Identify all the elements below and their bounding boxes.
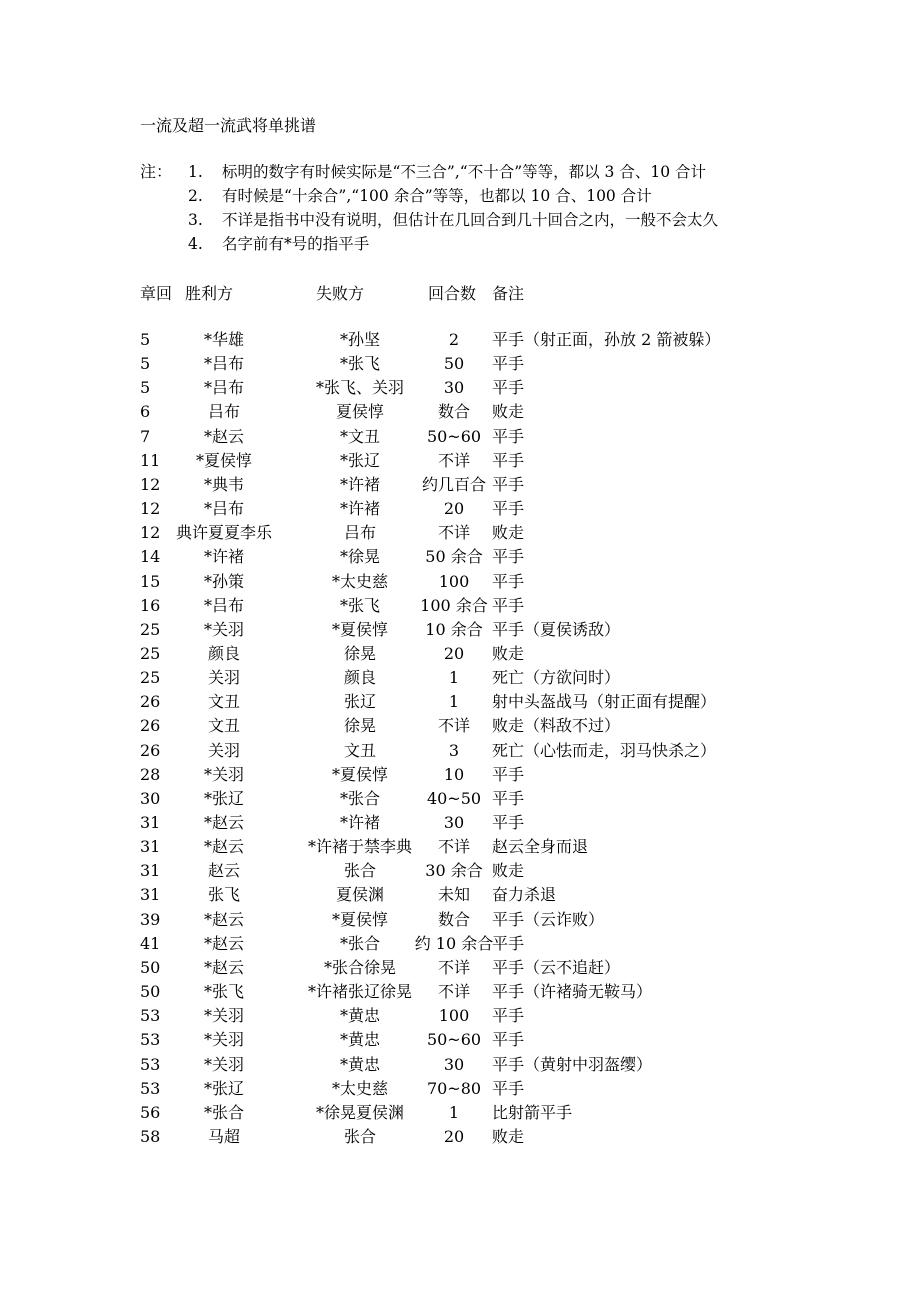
cell-rounds: 不详	[437, 982, 470, 1001]
cell-rounds: 1	[448, 1103, 460, 1122]
cell-rounds: 1	[448, 692, 460, 711]
header-winner: 胜利方	[185, 284, 234, 303]
cell-chapter: 28	[140, 765, 161, 784]
cell-winner: *关羽	[203, 1030, 244, 1049]
cell-winner: *张合	[203, 1103, 244, 1122]
cell-rounds: 30	[443, 378, 465, 397]
cell-chapter: 31	[140, 813, 161, 832]
cell-loser: 颜良	[343, 668, 376, 687]
cell-rounds: 3	[448, 741, 460, 760]
cell-note: 平手	[492, 427, 525, 446]
cell-winner: *赵云	[203, 910, 244, 929]
table-row	[0, 787, 920, 811]
cell-winner: *孙策	[203, 572, 244, 591]
cell-chapter: 31	[140, 885, 161, 904]
cell-loser: *张飞	[339, 596, 380, 615]
table-row	[0, 690, 920, 714]
cell-chapter: 12	[140, 523, 161, 542]
cell-loser: 文丑	[343, 741, 376, 760]
cell-winner: *张辽	[203, 789, 244, 808]
cell-rounds: 约几百合	[421, 475, 486, 494]
cell-loser: *徐晃夏侯渊	[315, 1103, 404, 1122]
cell-note: 平手	[492, 1006, 525, 1025]
note-item	[188, 232, 369, 256]
note-number: 3.	[188, 211, 203, 229]
table-row	[0, 376, 920, 400]
cell-loser: *张合徐晃	[323, 958, 396, 977]
cell-rounds: 100	[438, 572, 470, 591]
cell-winner: 关羽	[207, 741, 240, 760]
cell-chapter: 53	[140, 1030, 161, 1049]
cell-winner: *赵云	[203, 813, 244, 832]
cell-loser: *张飞	[339, 354, 380, 373]
cell-note: 平手（射正面，孙放 2 箭被躲）	[492, 330, 721, 349]
cell-chapter: 14	[140, 547, 161, 566]
cell-loser: *黄忠	[339, 1055, 380, 1074]
cell-note: 死亡（方欲问时）	[492, 668, 621, 687]
cell-rounds: 50~60	[426, 1030, 482, 1049]
cell-chapter: 50	[140, 958, 161, 977]
table-row	[0, 835, 920, 859]
cell-loser: *许褚	[339, 499, 380, 518]
cell-loser: *太史慈	[331, 572, 388, 591]
cell-loser: *张合	[339, 789, 380, 808]
cell-rounds: 2	[448, 330, 460, 349]
table-row	[0, 497, 920, 521]
cell-rounds: 70~80	[426, 1079, 482, 1098]
cell-loser: *黄忠	[339, 1030, 380, 1049]
note-item	[188, 160, 706, 184]
cell-rounds: 40~50	[426, 789, 482, 808]
cell-winner: 吕布	[207, 402, 240, 421]
table-row	[0, 594, 920, 618]
cell-chapter: 53	[140, 1055, 161, 1074]
cell-rounds: 不详	[437, 958, 470, 977]
cell-loser: *文丑	[339, 427, 380, 446]
table-row	[0, 328, 920, 352]
page-title: 一流及超一流武将单挑谱	[140, 116, 317, 135]
cell-note: 平手	[492, 499, 525, 518]
cell-note: 平手	[492, 1030, 525, 1049]
cell-chapter: 56	[140, 1103, 161, 1122]
note-item	[188, 184, 652, 208]
cell-loser: *夏侯惇	[331, 620, 388, 639]
cell-winner: 文丑	[207, 716, 240, 735]
cell-note: 平手	[492, 451, 525, 470]
cell-winner: *典韦	[203, 475, 244, 494]
table-row	[0, 811, 920, 835]
cell-winner: 典许夏夏李乐	[175, 523, 272, 542]
cell-rounds: 50~60	[426, 427, 482, 446]
cell-chapter: 53	[140, 1079, 161, 1098]
cell-note: 平手	[492, 572, 525, 591]
cell-rounds: 20	[443, 644, 465, 663]
cell-loser: 夏侯惇	[335, 402, 384, 421]
cell-chapter: 26	[140, 741, 161, 760]
cell-note: 败走（料敌不过）	[492, 716, 621, 735]
cell-note: 平手（夏侯诱敌）	[492, 620, 621, 639]
cell-chapter: 5	[140, 354, 151, 373]
cell-note: 平手	[492, 1079, 525, 1098]
cell-rounds: 不详	[437, 523, 470, 542]
cell-rounds: 10	[443, 765, 465, 784]
cell-rounds: 未知	[437, 885, 470, 904]
cell-chapter: 41	[140, 934, 161, 953]
cell-winner: 颜良	[207, 644, 240, 663]
header-chapter: 章回	[140, 284, 173, 303]
cell-chapter: 30	[140, 789, 161, 808]
cell-winner: 张飞	[207, 885, 240, 904]
cell-rounds: 30	[443, 813, 465, 832]
table-row	[0, 570, 920, 594]
cell-loser: 夏侯渊	[335, 885, 384, 904]
cell-note: 败走	[492, 402, 525, 421]
cell-winner: *关羽	[203, 765, 244, 784]
cell-loser: *许褚于禁李典	[307, 837, 412, 856]
cell-loser: *许褚张辽徐晃	[307, 982, 412, 1001]
cell-loser: *孙坚	[339, 330, 380, 349]
cell-rounds: 不详	[437, 451, 470, 470]
note-number: 1.	[188, 163, 203, 181]
cell-note: 比射箭平手	[492, 1103, 573, 1122]
cell-rounds: 数合	[437, 402, 470, 421]
cell-loser: 张辽	[343, 692, 376, 711]
cell-loser: *张辽	[339, 451, 380, 470]
table-row	[0, 473, 920, 497]
table-row	[0, 521, 920, 545]
note-text: 不详是指书中没有说明，但估计在几回合到几十回合之内，一般不会太久	[222, 211, 719, 229]
cell-chapter: 15	[140, 572, 161, 591]
cell-winner: *华雄	[203, 330, 244, 349]
cell-winner: *赵云	[203, 958, 244, 977]
cell-chapter: 53	[140, 1006, 161, 1025]
cell-chapter: 6	[140, 402, 151, 421]
table-row	[0, 1053, 920, 1077]
cell-note: 平手	[492, 475, 525, 494]
table-header	[0, 282, 920, 306]
table-row	[0, 956, 920, 980]
cell-winner: 赵云	[207, 861, 240, 880]
cell-note: 平手	[492, 765, 525, 784]
table-row	[0, 545, 920, 569]
cell-rounds: 20	[443, 499, 465, 518]
cell-rounds: 20	[443, 1127, 465, 1146]
table-row	[0, 1101, 920, 1125]
cell-rounds: 约 10 余合	[414, 934, 494, 953]
cell-chapter: 25	[140, 644, 161, 663]
cell-note: 平手	[492, 378, 525, 397]
table-row	[0, 400, 920, 424]
table-row	[0, 932, 920, 956]
cell-rounds: 10 余合	[425, 620, 483, 639]
cell-rounds: 100	[438, 1006, 470, 1025]
note-text: 标明的数字有时候实际是“不三合”,“不十合”等等，都以 3 合、10 合计	[222, 163, 706, 181]
note-text: 名字前有*号的指平手	[222, 235, 370, 253]
cell-note: 平手（黄射中羽盔缨）	[492, 1055, 653, 1074]
table-row	[0, 449, 920, 473]
notes-label: 注：	[140, 162, 173, 181]
cell-loser: *黄忠	[339, 1006, 380, 1025]
cell-winner: 马超	[207, 1127, 240, 1146]
cell-note: 败走	[492, 1127, 525, 1146]
note-number: 2.	[188, 187, 203, 205]
cell-note: 平手	[492, 596, 525, 615]
cell-rounds: 30	[443, 1055, 465, 1074]
cell-note: 败走	[492, 861, 525, 880]
cell-rounds: 不详	[437, 716, 470, 735]
cell-chapter: 5	[140, 330, 151, 349]
cell-loser: 张合	[343, 861, 376, 880]
table-row	[0, 908, 920, 932]
cell-note: 败走	[492, 644, 525, 663]
cell-chapter: 5	[140, 378, 151, 397]
cell-chapter: 50	[140, 982, 161, 1001]
cell-note: 奋力杀退	[492, 885, 557, 904]
cell-winner: *赵云	[203, 427, 244, 446]
cell-chapter: 16	[140, 596, 161, 615]
cell-winner: *赵云	[203, 934, 244, 953]
table-row	[0, 763, 920, 787]
cell-winner: *吕布	[203, 354, 244, 373]
cell-winner: 关羽	[207, 668, 240, 687]
cell-winner: *张辽	[203, 1079, 244, 1098]
cell-note: 平手	[492, 789, 525, 808]
cell-rounds: 数合	[437, 910, 470, 929]
cell-loser: 徐晃	[343, 716, 376, 735]
cell-winner: *吕布	[203, 499, 244, 518]
cell-rounds: 不详	[437, 837, 470, 856]
table-row	[0, 425, 920, 449]
cell-loser: *许褚	[339, 475, 380, 494]
cell-rounds: 50	[443, 354, 465, 373]
cell-chapter: 12	[140, 475, 161, 494]
cell-loser: 张合	[343, 1127, 376, 1146]
note-text: 有时候是“十余合”,“100 余合”等等，也都以 10 合、100 合计	[222, 187, 652, 205]
table-row	[0, 1077, 920, 1101]
cell-winner: *吕布	[203, 596, 244, 615]
note-item	[188, 208, 718, 232]
cell-loser: *徐晃	[339, 547, 380, 566]
cell-note: 平手	[492, 354, 525, 373]
cell-note: 平手（许褚骑无鞍马）	[492, 982, 653, 1001]
table-row	[0, 980, 920, 1004]
cell-loser: *夏侯惇	[331, 765, 388, 784]
cell-winner: *吕布	[203, 378, 244, 397]
cell-winner: *关羽	[203, 1055, 244, 1074]
cell-note: 平手（云诈败）	[492, 910, 605, 929]
table-row	[0, 642, 920, 666]
cell-note: 平手	[492, 813, 525, 832]
cell-note: 死亡（心怯而走，羽马快杀之）	[492, 741, 717, 760]
cell-note: 败走	[492, 523, 525, 542]
cell-loser: *夏侯惇	[331, 910, 388, 929]
cell-loser: 徐晃	[343, 644, 376, 663]
cell-chapter: 26	[140, 716, 161, 735]
cell-rounds: 50 余合	[425, 547, 483, 566]
cell-loser: 吕布	[343, 523, 376, 542]
cell-note: 平手（云不追赶）	[492, 958, 621, 977]
table-row	[0, 859, 920, 883]
header-rounds: 回合数	[428, 284, 477, 303]
cell-loser: *张合	[339, 934, 380, 953]
cell-note: 射中头盔战马（射正面有提醒）	[492, 692, 717, 711]
cell-chapter: 25	[140, 620, 161, 639]
cell-rounds: 30 余合	[425, 861, 483, 880]
cell-winner: *许褚	[203, 547, 244, 566]
table-row	[0, 1004, 920, 1028]
note-number: 4.	[188, 235, 203, 253]
cell-note: 平手	[492, 547, 525, 566]
table-row	[0, 618, 920, 642]
table-row	[0, 883, 920, 907]
cell-chapter: 7	[140, 427, 151, 446]
cell-winner: *关羽	[203, 1006, 244, 1025]
cell-winner: *赵云	[203, 837, 244, 856]
cell-chapter: 31	[140, 837, 161, 856]
cell-chapter: 12	[140, 499, 161, 518]
cell-chapter: 11	[140, 451, 161, 470]
cell-loser: *张飞、关羽	[315, 378, 404, 397]
table-row	[0, 352, 920, 376]
cell-chapter: 58	[140, 1127, 161, 1146]
cell-chapter: 39	[140, 910, 161, 929]
cell-winner: *关羽	[203, 620, 244, 639]
cell-chapter: 31	[140, 861, 161, 880]
header-loser: 失败方	[316, 284, 365, 303]
cell-rounds: 100 余合	[420, 596, 488, 615]
cell-rounds: 1	[448, 668, 460, 687]
cell-loser: *太史慈	[331, 1079, 388, 1098]
table-row	[0, 666, 920, 690]
header-note: 备注	[492, 284, 525, 303]
table-row	[0, 714, 920, 738]
cell-note: 平手	[492, 934, 525, 953]
cell-winner: *夏侯惇	[195, 451, 252, 470]
cell-winner: *张飞	[203, 982, 244, 1001]
cell-loser: *许褚	[339, 813, 380, 832]
table-row	[0, 739, 920, 763]
cell-winner: 文丑	[207, 692, 240, 711]
table-row	[0, 1028, 920, 1052]
table-row	[0, 1125, 920, 1149]
cell-chapter: 26	[140, 692, 161, 711]
cell-chapter: 25	[140, 668, 161, 687]
cell-note: 赵云全身而退	[492, 837, 589, 856]
